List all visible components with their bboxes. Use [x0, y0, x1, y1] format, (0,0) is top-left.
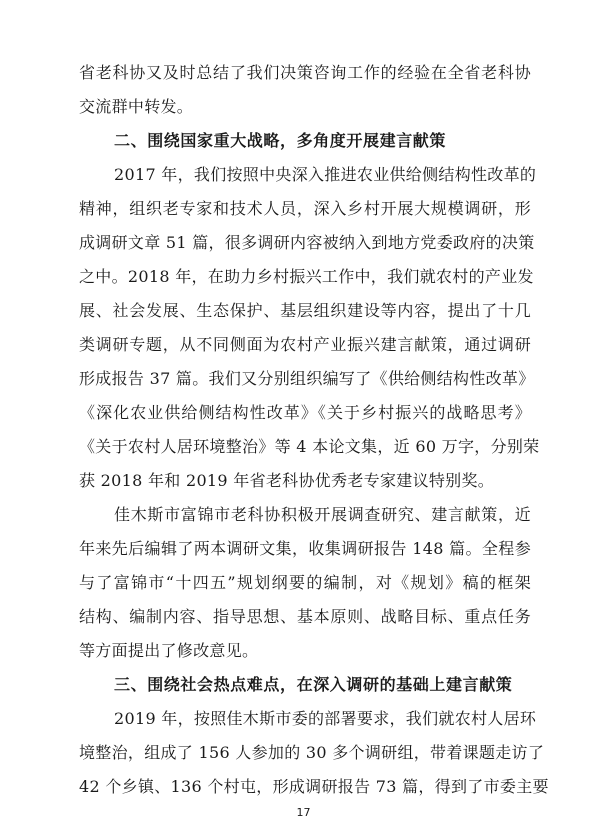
text-line: 42 个乡镇、136 个村屯，形成调研报告 73 篇，得到了市委主要 — [79, 777, 549, 796]
text-line: 与了富锦市“十四五”规划纲要的编制，对《规划》稿的框架 — [79, 573, 531, 592]
text-line: 《关于农村人居环境整治》等 4 本论文集，近 60 万字，分别荣 — [79, 437, 540, 456]
text-line: 之中。2018 年，在助力乡村振兴工作中，我们就农村的产业发 — [79, 267, 534, 286]
text-line: 佳木斯市富锦市老科协积极开展调查研究、建言献策，近 — [114, 505, 531, 524]
text-line: 境整治，组成了 156 人参加的 30 多个调研组，带着课题走访了 — [79, 743, 545, 762]
section-heading: 三、围绕社会热点难点，在深入调研的基础上建言献策 — [114, 675, 513, 694]
text-line: 精神，组织老专家和技术人员，深入乡村开展大规模调研，形 — [79, 199, 531, 218]
text-line: 形成报告 37 篇。我们又分别组织编写了《供给侧结构性改革》 — [79, 369, 535, 388]
text-line: 年来先后编辑了两本调研文集，收集调研报告 148 篇。全程参 — [79, 539, 531, 558]
text-line: 《深化农业供给侧结构性改革》《关于乡村振兴的战略思考》 — [79, 403, 531, 422]
text-line: 2019 年，按照佳木斯市委的部署要求，我们就农村人居环 — [114, 709, 537, 728]
section-heading: 二、围绕国家重大战略，多角度开展建言献策 — [114, 131, 447, 150]
text-line: 展、社会发展、生态保护、基层组织建设等内容，提出了十几 — [79, 301, 531, 320]
text-line: 交流群中转发。 — [79, 97, 194, 116]
text-line: 等方面提出了修改意见。 — [79, 641, 259, 660]
text-line: 成调研文章 51 篇，很多调研内容被纳入到地方党委政府的决策 — [79, 233, 535, 252]
text-line: 结构、编制内容、指导思想、基本原则、战略目标、重点任务 — [79, 607, 531, 626]
text-line: 获 2018 年和 2019 年省老科协优秀老专家建议特别奖。 — [79, 471, 495, 490]
text-line: 类调研专题，从不同侧面为农村产业振兴建言献策，通过调研 — [79, 335, 531, 354]
text-line: 省老科协又及时总结了我们决策咨询工作的经验在全省老科协 — [79, 63, 531, 82]
text-line: 2017 年，我们按照中央深入推进农业供给侧结构性改革的 — [114, 165, 537, 184]
page-number: 17 — [296, 806, 311, 819]
